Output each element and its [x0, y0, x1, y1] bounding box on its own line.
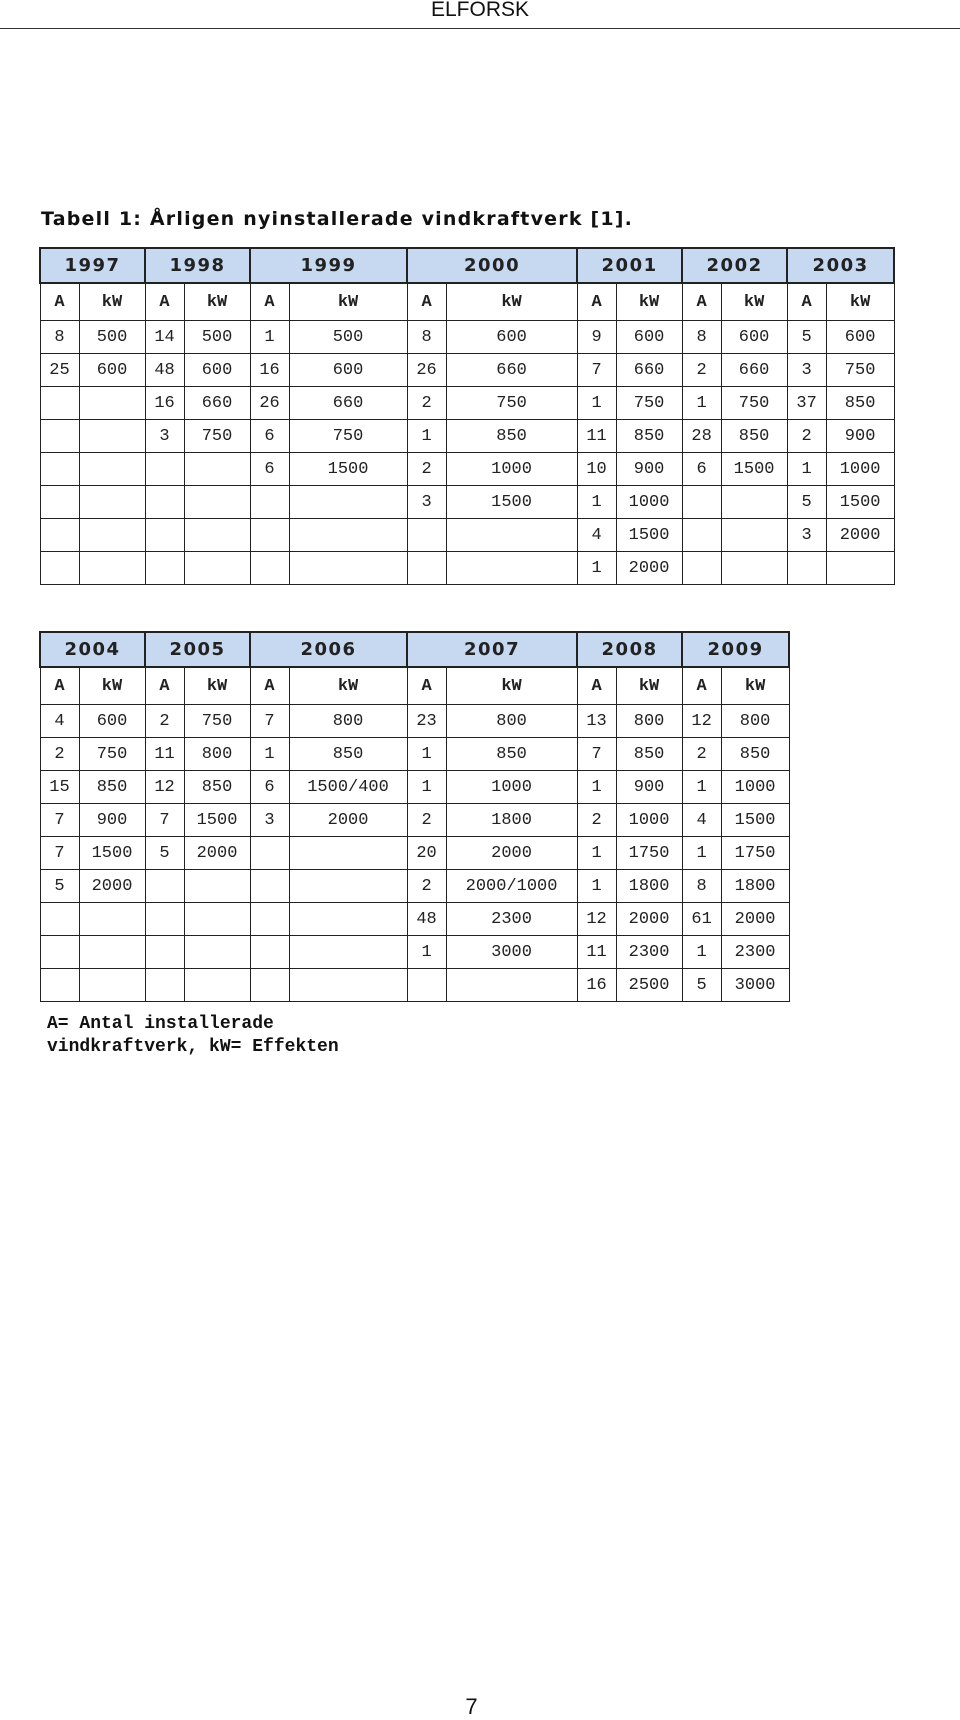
count-cell: 16: [577, 969, 616, 1002]
count-cell: 2: [577, 804, 616, 837]
count-cell: 1: [577, 870, 616, 903]
power-column-header: kW: [721, 283, 787, 321]
count-cell: 1: [407, 936, 446, 969]
count-cell: [145, 552, 184, 585]
count-cell: [145, 519, 184, 552]
power-cell: 750: [446, 387, 577, 420]
count-cell: 7: [250, 705, 289, 738]
power-column-header: kW: [616, 667, 682, 705]
power-cell: 1500: [289, 453, 407, 486]
year-header: 2008: [577, 632, 682, 667]
count-cell: 2: [40, 738, 79, 771]
power-cell: 2000: [616, 903, 682, 936]
count-cell: [40, 420, 79, 453]
count-cell: 2: [145, 705, 184, 738]
count-cell: 7: [577, 738, 616, 771]
count-cell: 5: [40, 870, 79, 903]
year-header-row: [40, 632, 789, 667]
power-cell: 1000: [446, 771, 577, 804]
count-cell: 1: [682, 387, 721, 420]
power-cell: [79, 453, 145, 486]
power-cell: 1500: [826, 486, 894, 519]
count-cell: 15: [40, 771, 79, 804]
power-column-header: kW: [721, 667, 789, 705]
count-cell: 8: [407, 321, 446, 354]
count-column-header: A: [145, 667, 184, 705]
count-column-header: A: [787, 283, 826, 321]
power-column-header: kW: [184, 667, 250, 705]
power-cell: 850: [721, 420, 787, 453]
power-cell: [184, 552, 250, 585]
count-cell: [787, 552, 826, 585]
count-cell: 1: [250, 738, 289, 771]
power-cell: 1500: [79, 837, 145, 870]
power-cell: [184, 519, 250, 552]
count-cell: 1: [577, 486, 616, 519]
power-cell: 1000: [616, 804, 682, 837]
table-row: [40, 321, 894, 354]
power-cell: 1000: [616, 486, 682, 519]
count-cell: [250, 870, 289, 903]
count-cell: 48: [145, 354, 184, 387]
count-cell: 23: [407, 705, 446, 738]
power-cell: 900: [616, 771, 682, 804]
count-cell: [40, 936, 79, 969]
count-cell: [40, 903, 79, 936]
table-row: [40, 486, 894, 519]
count-cell: 61: [682, 903, 721, 936]
count-cell: 48: [407, 903, 446, 936]
count-cell: 4: [577, 519, 616, 552]
count-cell: 3: [407, 486, 446, 519]
count-cell: 16: [145, 387, 184, 420]
table-row: [40, 453, 894, 486]
count-cell: 2: [407, 387, 446, 420]
table-row: [40, 519, 894, 552]
installations-table-2004-2009: [39, 631, 790, 1002]
count-cell: [682, 552, 721, 585]
power-column-header: kW: [616, 283, 682, 321]
table-row: [40, 837, 789, 870]
table-row: [40, 870, 789, 903]
power-cell: [446, 969, 577, 1002]
power-cell: 2500: [616, 969, 682, 1002]
power-cell: 850: [79, 771, 145, 804]
table-row: [40, 387, 894, 420]
power-cell: 500: [184, 321, 250, 354]
power-cell: 1500/400: [289, 771, 407, 804]
power-cell: 900: [79, 804, 145, 837]
year-header: 2009: [682, 632, 789, 667]
table-row: [40, 771, 789, 804]
year-header: 2006: [250, 632, 407, 667]
power-cell: [184, 969, 250, 1002]
power-cell: 850: [616, 420, 682, 453]
power-cell: [289, 486, 407, 519]
power-cell: 2300: [616, 936, 682, 969]
power-cell: [289, 903, 407, 936]
power-cell: [184, 936, 250, 969]
count-cell: 25: [40, 354, 79, 387]
page-header: [0, 0, 960, 29]
count-cell: 12: [682, 705, 721, 738]
count-cell: 6: [250, 420, 289, 453]
count-cell: 28: [682, 420, 721, 453]
power-cell: 3000: [721, 969, 789, 1002]
power-cell: 600: [616, 321, 682, 354]
power-cell: [184, 453, 250, 486]
power-cell: 850: [721, 738, 789, 771]
power-cell: 750: [616, 387, 682, 420]
power-cell: 660: [184, 387, 250, 420]
count-cell: 1: [577, 771, 616, 804]
count-cell: 6: [250, 771, 289, 804]
count-cell: [145, 870, 184, 903]
power-cell: 1500: [446, 486, 577, 519]
count-cell: 12: [145, 771, 184, 804]
power-cell: 850: [289, 738, 407, 771]
count-column-header: A: [40, 667, 79, 705]
power-cell: 2000: [446, 837, 577, 870]
count-cell: [250, 936, 289, 969]
power-cell: 500: [79, 321, 145, 354]
installations-table-1997-2003: [39, 247, 895, 585]
power-cell: 2000: [289, 804, 407, 837]
count-column-header: A: [407, 283, 446, 321]
power-cell: [79, 969, 145, 1002]
power-cell: [289, 519, 407, 552]
year-header: 1999: [250, 248, 407, 283]
count-cell: [250, 486, 289, 519]
count-column-header: A: [682, 283, 721, 321]
count-cell: 1: [577, 552, 616, 585]
power-cell: [79, 387, 145, 420]
power-cell: 2300: [446, 903, 577, 936]
count-cell: 8: [682, 321, 721, 354]
count-cell: 3: [787, 354, 826, 387]
power-cell: 850: [446, 420, 577, 453]
count-cell: 26: [407, 354, 446, 387]
table-row: [40, 705, 789, 738]
unit-header-row: [40, 283, 894, 321]
power-cell: 850: [184, 771, 250, 804]
power-cell: 800: [446, 705, 577, 738]
count-cell: 7: [577, 354, 616, 387]
count-column-header: A: [577, 667, 616, 705]
count-cell: 5: [145, 837, 184, 870]
power-column-header: kW: [289, 283, 407, 321]
count-cell: 13: [577, 705, 616, 738]
count-cell: 26: [250, 387, 289, 420]
power-cell: [184, 486, 250, 519]
power-cell: 1750: [616, 837, 682, 870]
count-cell: 5: [682, 969, 721, 1002]
power-cell: 1800: [721, 870, 789, 903]
count-cell: [407, 552, 446, 585]
count-cell: 8: [682, 870, 721, 903]
count-cell: [250, 519, 289, 552]
power-cell: 660: [289, 387, 407, 420]
count-cell: [407, 969, 446, 1002]
power-cell: 2000: [826, 519, 894, 552]
power-cell: 750: [184, 420, 250, 453]
count-cell: 5: [787, 321, 826, 354]
count-cell: [145, 903, 184, 936]
count-cell: [682, 486, 721, 519]
power-cell: 660: [616, 354, 682, 387]
count-cell: 10: [577, 453, 616, 486]
power-cell: 900: [616, 453, 682, 486]
year-header: 2002: [682, 248, 787, 283]
year-header: 2004: [40, 632, 145, 667]
power-cell: [721, 552, 787, 585]
count-cell: 7: [40, 837, 79, 870]
count-cell: 1: [407, 420, 446, 453]
year-header: 2001: [577, 248, 682, 283]
count-cell: 6: [682, 453, 721, 486]
count-cell: 11: [577, 936, 616, 969]
count-cell: [145, 486, 184, 519]
power-column-header: kW: [79, 667, 145, 705]
count-column-header: A: [577, 283, 616, 321]
power-cell: [289, 936, 407, 969]
count-cell: 1: [682, 936, 721, 969]
header-title: ELFORSK: [430, 0, 530, 21]
count-cell: 6: [250, 453, 289, 486]
power-cell: 1000: [721, 771, 789, 804]
count-cell: 11: [577, 420, 616, 453]
power-cell: [79, 552, 145, 585]
count-column-header: A: [250, 667, 289, 705]
count-cell: [145, 936, 184, 969]
year-header-row: [40, 248, 894, 283]
power-cell: 2000: [616, 552, 682, 585]
year-header: 2000: [407, 248, 577, 283]
power-column-header: kW: [446, 283, 577, 321]
table-caption: Tabell 1: Årligen nyinstallerade vindkraftverk [1].: [41, 208, 634, 230]
power-cell: 800: [289, 705, 407, 738]
year-header: 1997: [40, 248, 145, 283]
power-cell: [184, 903, 250, 936]
count-column-header: A: [682, 667, 721, 705]
count-cell: 3: [145, 420, 184, 453]
power-cell: 3000: [446, 936, 577, 969]
count-cell: 2: [407, 804, 446, 837]
count-cell: 14: [145, 321, 184, 354]
power-cell: 900: [826, 420, 894, 453]
count-column-header: A: [145, 283, 184, 321]
count-cell: [40, 552, 79, 585]
power-cell: 850: [446, 738, 577, 771]
count-cell: 2: [682, 354, 721, 387]
power-cell: 750: [826, 354, 894, 387]
count-cell: 7: [145, 804, 184, 837]
power-cell: [721, 486, 787, 519]
power-cell: 1800: [446, 804, 577, 837]
power-cell: 2000: [184, 837, 250, 870]
count-cell: 5: [787, 486, 826, 519]
count-cell: [250, 837, 289, 870]
power-cell: 1800: [616, 870, 682, 903]
power-cell: 2000: [79, 870, 145, 903]
count-cell: 2: [407, 870, 446, 903]
count-column-header: A: [250, 283, 289, 321]
count-cell: 1: [682, 771, 721, 804]
count-cell: [40, 519, 79, 552]
power-cell: [289, 837, 407, 870]
power-cell: [721, 519, 787, 552]
power-cell: 1750: [721, 837, 789, 870]
table-row: [40, 969, 789, 1002]
table-row: [40, 804, 789, 837]
count-column-header: A: [407, 667, 446, 705]
power-cell: 750: [721, 387, 787, 420]
power-cell: [289, 969, 407, 1002]
count-cell: [145, 969, 184, 1002]
power-cell: 660: [446, 354, 577, 387]
count-cell: 9: [577, 321, 616, 354]
power-cell: 660: [721, 354, 787, 387]
count-cell: 11: [145, 738, 184, 771]
year-header: 2003: [787, 248, 894, 283]
power-cell: [446, 552, 577, 585]
power-cell: 800: [184, 738, 250, 771]
page-number: 7: [465, 1694, 478, 1719]
count-cell: [250, 969, 289, 1002]
power-cell: 1500: [721, 804, 789, 837]
count-cell: 4: [682, 804, 721, 837]
power-cell: 1500: [184, 804, 250, 837]
count-column-header: A: [40, 283, 79, 321]
count-cell: 4: [40, 705, 79, 738]
power-cell: 750: [184, 705, 250, 738]
count-cell: [407, 519, 446, 552]
count-cell: [40, 969, 79, 1002]
power-cell: 800: [721, 705, 789, 738]
count-cell: 1: [787, 453, 826, 486]
power-column-header: kW: [289, 667, 407, 705]
count-cell: 8: [40, 321, 79, 354]
count-cell: [40, 486, 79, 519]
power-cell: [79, 420, 145, 453]
count-cell: 2: [407, 453, 446, 486]
power-cell: [184, 870, 250, 903]
power-cell: 600: [826, 321, 894, 354]
power-cell: 600: [721, 321, 787, 354]
power-cell: 600: [184, 354, 250, 387]
count-cell: 1: [250, 321, 289, 354]
power-cell: 2300: [721, 936, 789, 969]
power-cell: 1000: [826, 453, 894, 486]
count-cell: 37: [787, 387, 826, 420]
power-cell: 850: [826, 387, 894, 420]
power-cell: 600: [79, 354, 145, 387]
table-row: [40, 354, 894, 387]
year-header: 2007: [407, 632, 577, 667]
power-cell: 600: [79, 705, 145, 738]
power-cell: 850: [616, 738, 682, 771]
power-column-header: kW: [184, 283, 250, 321]
count-cell: 7: [40, 804, 79, 837]
table-row: [40, 738, 789, 771]
power-cell: [289, 870, 407, 903]
power-cell: 500: [289, 321, 407, 354]
count-cell: 1: [682, 837, 721, 870]
count-cell: 1: [577, 837, 616, 870]
power-cell: 1500: [721, 453, 787, 486]
count-cell: 20: [407, 837, 446, 870]
power-column-header: kW: [446, 667, 577, 705]
count-cell: 12: [577, 903, 616, 936]
power-column-header: kW: [79, 283, 145, 321]
count-cell: [250, 903, 289, 936]
power-cell: 750: [79, 738, 145, 771]
count-cell: [682, 519, 721, 552]
power-cell: 1000: [446, 453, 577, 486]
year-header: 2005: [145, 632, 250, 667]
power-cell: [289, 552, 407, 585]
power-cell: [826, 552, 894, 585]
power-column-header: kW: [826, 283, 894, 321]
table-row: [40, 936, 789, 969]
count-cell: 2: [787, 420, 826, 453]
power-cell: [79, 519, 145, 552]
power-cell: [79, 903, 145, 936]
power-cell: 600: [446, 321, 577, 354]
power-cell: 600: [289, 354, 407, 387]
table-legend: A= Antal installerade vindkraftverk, kW= Effekten: [47, 1014, 339, 1057]
count-cell: 3: [250, 804, 289, 837]
unit-header-row: [40, 667, 789, 705]
table-row: [40, 420, 894, 453]
power-cell: [446, 519, 577, 552]
power-cell: [79, 486, 145, 519]
power-cell: 750: [289, 420, 407, 453]
power-cell: 2000: [721, 903, 789, 936]
count-cell: 1: [407, 738, 446, 771]
table-row: [40, 552, 894, 585]
count-cell: [145, 453, 184, 486]
count-cell: 16: [250, 354, 289, 387]
year-header: 1998: [145, 248, 250, 283]
count-cell: 1: [577, 387, 616, 420]
count-cell: [250, 552, 289, 585]
power-cell: 1500: [616, 519, 682, 552]
power-cell: 2000/1000: [446, 870, 577, 903]
power-cell: [79, 936, 145, 969]
count-cell: 1: [407, 771, 446, 804]
count-cell: 3: [787, 519, 826, 552]
count-cell: [40, 453, 79, 486]
power-cell: 800: [616, 705, 682, 738]
count-cell: [40, 387, 79, 420]
table-row: [40, 903, 789, 936]
count-cell: 2: [682, 738, 721, 771]
